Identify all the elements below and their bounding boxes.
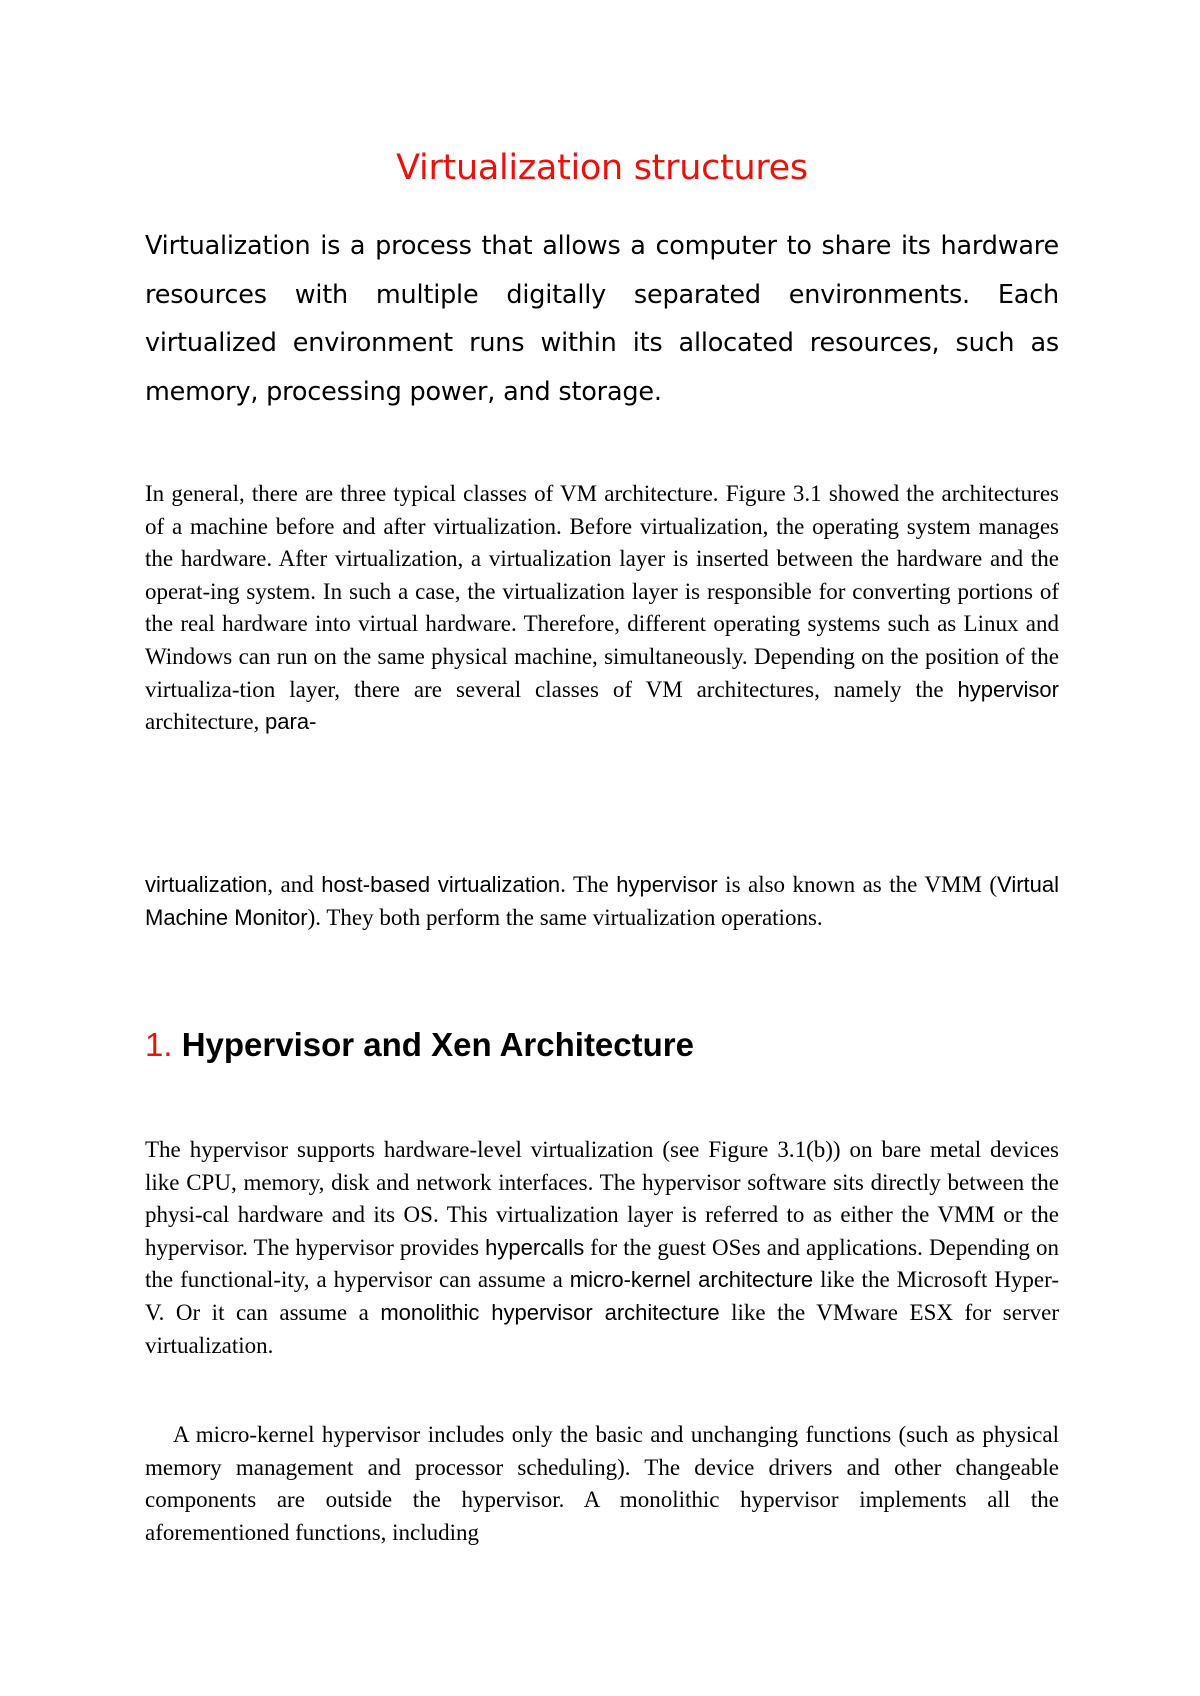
term-hypervisor: hypervisor: [957, 676, 1059, 702]
term-hypervisor: hypervisor: [616, 872, 718, 897]
vm-architecture-paragraph-continued: [145, 869, 1059, 934]
paragraph-text: like the VMware ESX for server virtualization.: [145, 1299, 1059, 1358]
paragraph-text: architecture,: [145, 709, 266, 735]
intro-paragraph: Virtualization is a process that allows a computer to share its hardware resources with multiple digitally separated environments. Each virtualized environment runs within its allocated resources, such as memory, processing power, and storage.: [145, 231, 1059, 407]
paragraph-text: In general, there are three typical classes of VM architecture. Figure 3.1 showed the architectures of a machine before and after virtualization. Before virtualization, the operating system manages the hardware. After virtualization, a virtualization layer is inserted between the hardware and the operat-ing system. In such a case, the virtualization layer is responsible for converting portions of the real hardware into virtual hardware. Therefore, different operating systems such as Linux and Windows can run on the same physical machine, simultaneously. Depending on the position of the virtualiza-tion layer, there are several classes of VM architectures, namely the: [145, 481, 1059, 702]
paragraph-text: . The: [560, 872, 617, 897]
paragraph-text: like the Microsoft Hyper-V. Or it can assume a: [145, 1267, 1059, 1325]
term-micro-kernel-architecture: micro-kernel architecture: [569, 1267, 814, 1293]
term-host-based-virtualization: host-based virtualization: [321, 872, 561, 897]
term-monolithic-hypervisor-architecture: monolithic hypervisor architecture: [380, 1299, 720, 1325]
vm-architecture-paragraph: [145, 478, 1059, 739]
term-virtual-machine-monitor: Virtual Machine Monitor: [145, 872, 1060, 930]
paragraph-text: , and: [267, 872, 322, 897]
term-hypercalls: hypercalls: [485, 1234, 585, 1260]
paragraph-text: for the guest OSes and applications. Depending on the functional-ity, a hypervisor can assume a: [145, 1234, 1059, 1293]
page-title: Virtualization structures: [396, 148, 808, 188]
section-number: 1.: [145, 1026, 173, 1063]
paragraph-text: ). They both perform the same virtualization operations.: [307, 904, 823, 930]
term-virtualization: virtualization: [145, 872, 268, 897]
micro-kernel-paragraph: A micro-kernel hypervisor includes only the basic and unchanging functions (such as physical memory management and processor scheduling). The device drivers and other changeable components are outside the hypervisor. A monolithic hypervisor implements all the aforementioned functions, including: [145, 1422, 1059, 1545]
hypervisor-paragraph: [145, 1134, 1059, 1362]
paragraph-text: is also known as the VMM (: [717, 872, 998, 897]
term-para: para-: [265, 709, 317, 735]
section-title: Hypervisor and Xen Architecture: [181, 1026, 694, 1063]
paragraph-text: The hypervisor supports hardware-level virtualization (see Figure 3.1(b)) on bare metal devices like CPU, memory, disk and network interfaces. The hypervisor software sits directly between the physi-cal hardware and its OS. This virtualization layer is referred to as either the VMM or the hypervisor. The hypervisor provides: [145, 1137, 1059, 1260]
section-heading: [145, 1026, 694, 1064]
